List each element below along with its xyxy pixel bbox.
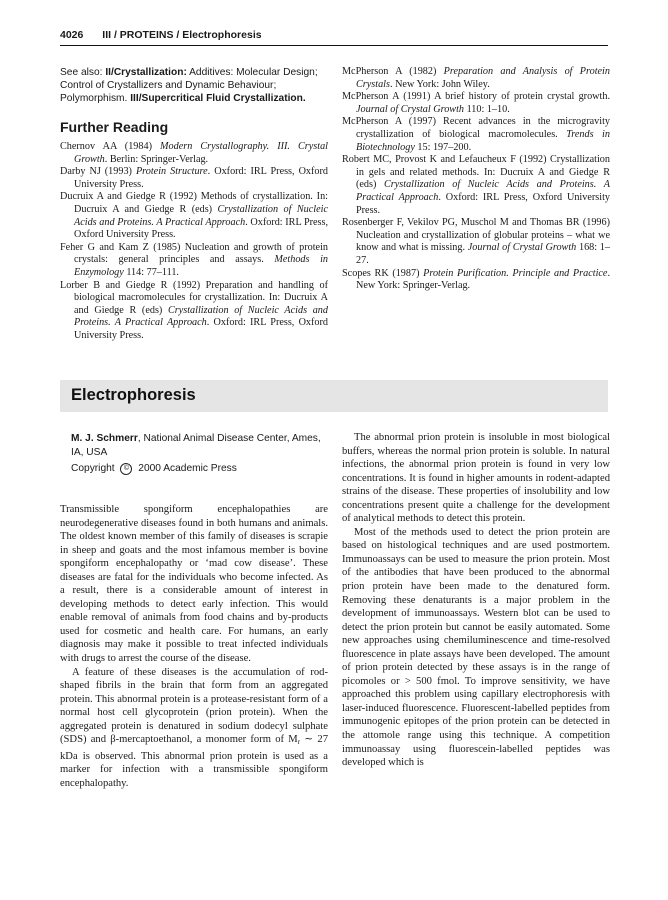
further-reading-title: Further Reading	[60, 119, 169, 135]
reference-authors: Scopes RK (1987)	[342, 267, 424, 279]
reference-title: Journal of Crystal Growth	[467, 242, 577, 254]
reference-publisher: . Berlin: Springer-Verlag.	[104, 153, 209, 165]
reference-entry	[342, 268, 610, 293]
reference-authors: Chernov AA (1984)	[60, 141, 161, 152]
reference-entry	[60, 191, 328, 241]
reference-entry	[60, 280, 328, 343]
copyright-label: Copyright	[71, 463, 115, 474]
header-rule	[60, 45, 608, 46]
reference-title: Crystallization of Nucleic Acids and Proteins. A Practical Approach	[74, 203, 328, 228]
reference-title: Crystallization of Nucleic Acids and Proteins. A Practical Approach	[74, 304, 328, 329]
reference-title: Trends in Biotechnology	[356, 128, 610, 153]
reference-publisher: . New York: John Wiley.	[389, 78, 490, 90]
reference-publisher: 114: 77–111.	[123, 266, 179, 278]
reference-publisher: . New York: Springer-Verlag.	[356, 267, 610, 292]
mr-subscript: r	[297, 738, 301, 747]
reference-authors: McPherson A (1997) Recent advances in the microgravity crystallization of biological macromolecules.	[342, 116, 610, 140]
reference-publisher: . Oxford: IRL Press, Oxford University Press.	[74, 216, 328, 241]
reference-authors: Ducruix A and Giedge R (1992) Methods of crystallization. In: Ducruix A and Giedge R (eds)	[60, 191, 328, 215]
see-also-prefix: See also:	[60, 67, 103, 78]
see-also-link-crystallization[interactable]: II/Crystallization:	[105, 67, 187, 78]
reference-entry	[60, 141, 328, 166]
reference-publisher: 110: 1–10.	[464, 103, 510, 115]
see-also-topics[interactable]: Additives: Molecular Design; Control of Crystallizers and Dynamic Behaviour; Polymorphism.	[60, 67, 318, 104]
reference-publisher: . Oxford: IRL Press, Oxford University Press.	[74, 166, 328, 190]
paragraph-intro: Transmissible spongiform encephalopathies are neurodegenerative diseases found in both humans and animals. The oldest known member of this family of diseases is scrapie in sheep and goats and the most infamous member is bovine spongiform encephalopathy or ‘mad cow disease’. These diseases are fatal for the individuals who become infected. As a result, there is a considerable amount of interest in developing methods to detect early infection. This would enable removal of animals from food chains and by-products used for cosmetic and health care. For humans, an early diagnosis may make it possible to treat infected individuals with drugs to arrest the course of the disease.	[60, 504, 328, 665]
reference-publisher: 15: 197–200.	[414, 141, 472, 153]
author-affiliation: , National Animal Disease Center, Ames, IA, USA	[71, 433, 321, 458]
reference-publisher: . Oxford: IRL Press, Oxford University Press.	[356, 191, 610, 216]
author-block	[71, 432, 321, 459]
reference-authors: Lorber B and Giedge R (1992) Preparation and handling of biological macromolecules for crystallization. In: Ducruix A and Giedge R (eds)	[60, 279, 328, 316]
body-right-column	[342, 431, 610, 770]
reference-entry	[342, 66, 610, 91]
page-number: 4026	[60, 29, 84, 41]
reference-entry	[342, 91, 610, 116]
copyright-line	[71, 463, 237, 475]
reference-entry	[60, 242, 328, 280]
paragraph-feature-text-b: ∼ 27 kDa is observed. This abnormal prion protein is used as a marker for infection with a transmissible spongiform encephalopathy.	[60, 734, 328, 789]
reference-entry	[342, 154, 610, 217]
copyright-icon: ©	[120, 463, 132, 475]
reference-title: Methods in Enzymology	[74, 254, 328, 278]
reference-entry	[60, 166, 328, 191]
reference-entry	[342, 217, 610, 267]
reference-publisher: 168: 1–27.	[356, 242, 610, 266]
section-path: III / PROTEINS / Electrophoresis	[102, 29, 262, 41]
see-also-link-supercritical[interactable]: III/Supercritical Fluid Crystallization.	[130, 93, 306, 104]
reference-authors: Darby NJ (1993)	[60, 166, 136, 178]
reference-title: Preparation and Analysis of Protein Crystals	[356, 66, 610, 90]
copyright-text: 2000 Academic Press	[138, 463, 237, 474]
body-left-column	[60, 503, 328, 790]
article-title: Electrophoresis	[71, 386, 196, 404]
article-title-banner	[60, 380, 608, 412]
reference-title: Protein Structure	[135, 166, 208, 178]
see-also	[60, 66, 328, 105]
reference-authors: Rosenberger F, Vekilov PG, Muschol M and Thomas BR (1996) Nucleation and crystallization of globular proteins – what we know and what is missing.	[342, 217, 610, 254]
top-right-column	[342, 66, 610, 293]
reference-list-left	[60, 141, 328, 343]
reference-authors: Feher G and Kam Z (1985) Nucleation and growth of protein crystals: general principles and assays.	[60, 241, 328, 266]
reference-title: Crystallization of Nucleic Acids and Proteins. A Practical Approach	[356, 179, 610, 203]
reference-publisher: . Oxford: IRL Press, Oxford University Press.	[74, 317, 328, 341]
reference-authors: McPherson A (1991) A brief history of protein crystal growth.	[342, 91, 610, 103]
paragraph-methods: Most of the methods used to detect the prion protein are based on histological techniques and are used postmortem. Immunoassays can be used to measure the prion protein. Most of the antibodies that have been produced to the abnormal prion protein have been made to the denatured form. Removing these denaturants is a major problem in the development of immunoassays. Western blot can be used to detect the prion protein but cannot be easily automated. Some new approaches using chemiluminescence and time-resolved fluorescence in plate assays have been developed. The amount of prion protein detected by these assays is in the range of picomoles or > 500 fmol. To improve sensitivity, we have approached this problem using capillary electrophoresis with laser-induced fluorescence. Fluorescent-labelled peptides from immunogenic epitopes of the prion protein can be detected in the attomole range using this technique. A competition immunoassay using fluorescein-labelled peptides was developed which is	[342, 526, 610, 769]
reference-authors: Robert MC, Provost K and Lefaucheux F (1992) Crystallization in gels and related methods. In: Ducruix A and Giedge R (eds)	[342, 154, 610, 191]
reference-authors: McPherson A (1982)	[342, 66, 444, 77]
author-name: M. J. Schmerr	[71, 433, 138, 444]
top-left-column	[60, 66, 328, 343]
reference-title: Journal of Crystal Growth	[356, 103, 465, 115]
reference-title: Modern Crystallography. III. Crystal Growth	[74, 141, 328, 165]
paragraph-feature	[60, 666, 328, 791]
reference-list-right	[342, 66, 610, 293]
paragraph-insolubility: The abnormal prion protein is insoluble in most biological buffers, whereas the normal prion protein is soluble. In natural infections, the abnormal prion protein is found in very low concentrations. It is found in higher amounts in rodent-adapted strains of the disease. These properties of insolubility and low concentrations present quite a challenge for the development of analytical methods to detect this protein.	[342, 432, 610, 525]
running-header	[60, 29, 608, 41]
paragraph-feature-text-a: A feature of these diseases is the accumulation of rod-shaped fibrils in the brain that form from an aggregated protein. This abnormal protein is a protease-resistant form of a normal host cell glycoprotein (prion protein). When the aggregated protein is denatured in sodium dodecyl sulphate (SDS) and β-mercaptoethanol, a monomer form of M	[60, 666, 328, 746]
reference-entry	[342, 116, 610, 154]
reference-title: Protein Purification. Principle and Practice	[423, 267, 608, 279]
